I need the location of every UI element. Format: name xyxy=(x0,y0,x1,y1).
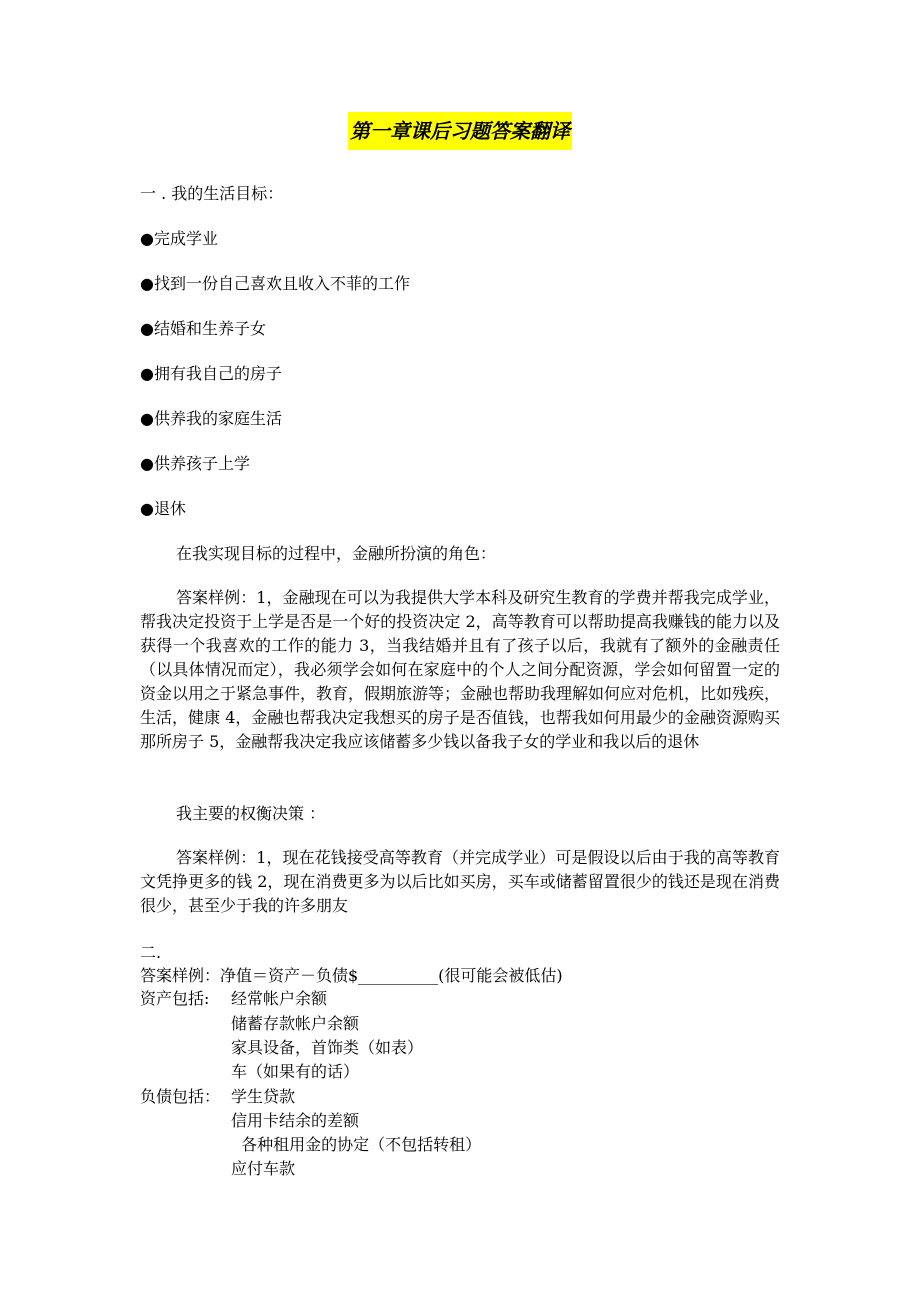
bullet-icon: ● xyxy=(140,274,154,293)
bullet-icon: ● xyxy=(140,319,154,338)
section2-heading: 二. xyxy=(140,943,162,962)
bullet-icon: ● xyxy=(140,364,154,383)
assets-label: 资产包括: xyxy=(140,989,210,1008)
goal-text: 供养我的家庭生活 xyxy=(153,409,282,428)
liability-item: 学生贷款 xyxy=(231,1087,296,1106)
goal-item xyxy=(140,229,218,249)
goal-item xyxy=(140,319,266,339)
goal-item xyxy=(140,499,186,519)
role-question: 在我实现目标的过程中，金融所扮演的角色： xyxy=(176,544,497,563)
goal-text: 供养孩子上学 xyxy=(153,454,250,473)
document-title: 第一章课后习题答案翻译 xyxy=(348,112,572,150)
bullet-icon: ● xyxy=(140,454,154,473)
goal-item xyxy=(140,409,282,429)
goal-text: 结婚和生养子女 xyxy=(153,319,266,338)
asset-item: 储蓄存款帐户余额 xyxy=(231,1014,360,1033)
asset-item: 家具设备，首饰类（如表） xyxy=(231,1038,424,1057)
goal-text: 找到一份自己喜欢且收入不菲的工作 xyxy=(153,274,410,293)
goal-text: 拥有我自己的房子 xyxy=(153,364,282,383)
goal-item xyxy=(140,454,250,474)
role-answer-paragraph: 答案样例：1，金融现在可以为我提供大学本科及研究生教育的学费并帮我完成学业，帮我决定投资于上学是否是一个好的投资决定 2，高等教育可以帮助提高我赚钱的能力以及获得一个我喜欢的工作的能力 3，当我结婚并且有了孩子以后，我就有了额外的金融责任（以具体情况而定），我必须学会如何在家庭中的个人之间分配资源，学会如何留置一定的资金以用之于紧急事件，教育，假期旅游等；金融也帮助我理解如何应对危机，比如残疾，生活，健康 4，金融也帮我决定我想买的房子是否值钱，也帮我如何用最少的金融资源购买那所房子 5，金融帮我决定我应该储蓄多少钱以备我子女的学业和我以后的退休 xyxy=(140,588,781,751)
liability-item: 各种租用金的协定（不包括转租） xyxy=(231,1135,482,1154)
goal-text: 退休 xyxy=(153,499,186,518)
net-worth-formula: 答案样例：净值＝资产－负债$__________(很可能会被低估) xyxy=(140,966,563,985)
goal-text: 完成学业 xyxy=(153,229,218,248)
goal-item xyxy=(140,364,282,384)
tradeoff-question: 我主要的权衡决策 ： xyxy=(176,804,326,823)
liability-item: 应付车款 xyxy=(231,1159,296,1178)
asset-item: 经常帐户余额 xyxy=(231,989,328,1008)
section1-heading: 一 . 我的生活目标： xyxy=(140,184,284,203)
bullet-icon: ● xyxy=(140,409,154,428)
liability-item: 信用卡结余的差额 xyxy=(231,1111,360,1130)
title-container xyxy=(0,112,920,150)
tradeoff-answer-paragraph: 答案样例：1，现在花钱接受高等教育（并完成学业）可是假设以后由于我的高等教育文凭挣更多的钱 2，现在消费更多为以后比如买房，买车或储蓄留置很少的钱还是现在消费很少，甚至少于我的许多朋友 xyxy=(140,848,780,915)
bullet-icon: ● xyxy=(140,229,154,248)
bullet-icon: ● xyxy=(140,499,154,518)
asset-item: 车（如果有的话） xyxy=(231,1062,360,1081)
goal-item xyxy=(140,274,410,294)
liabilities-label: 负债包括： xyxy=(140,1087,221,1106)
